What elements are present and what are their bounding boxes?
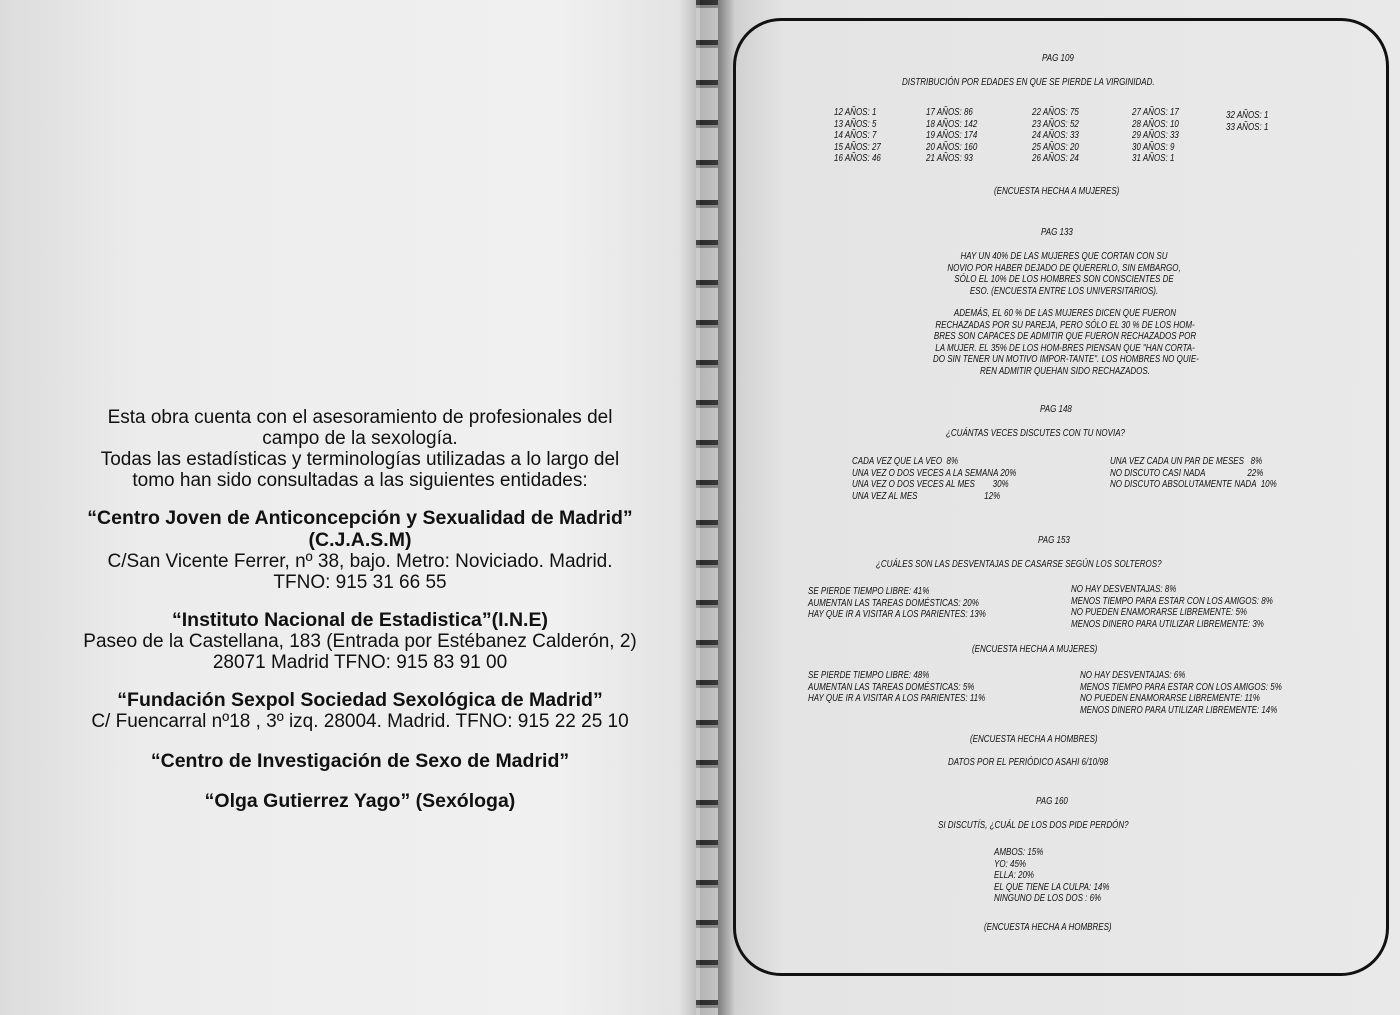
entity-name: (C.J.A.S.M) [308, 529, 412, 551]
paragraph-line: ESO. (ENCUESTA ENTRE LOS UNIVERSITARIOS). [969, 285, 1159, 297]
source-note: DATOS POR EL PERIÓDICO ASAHI 6/10/98 [948, 757, 1109, 768]
age-entry: 25 AÑOS: 20 [1032, 141, 1079, 153]
paragraph-line: NOVIO POR HABER DEJADO DE QUERERLO, SIN EMBARGO, [947, 262, 1181, 274]
intro-line: campo de la sexología. [262, 428, 458, 449]
survey-note: (ENCUESTA HECHA A HOMBRES) [970, 734, 1098, 745]
paragraph-line: SÓLO EL 10% DE LOS HOMBRES SON CONSCIENTES DE [954, 274, 1174, 285]
entity-name: “Olga Gutierrez Yago” (Sexóloga) [204, 790, 516, 812]
answer: SE PIERDE TIEMPO LIBRE: 41% [808, 586, 930, 597]
age-column [1132, 107, 1191, 165]
age-entry: 30 AÑOS: 9 [1132, 141, 1175, 153]
age-entry: 15 AÑOS: 27 [834, 141, 881, 153]
answer: NO HAY DESVENTAJAS: 6% [1080, 670, 1186, 681]
age-entry: 14 AÑOS: 7 [834, 130, 877, 141]
answer: EL QUE TIENE LA CULPA: 14% [994, 881, 1110, 893]
page-ref: PAG 148 [1040, 404, 1072, 415]
answer: NO PUEDEN ENAMORARSE LIBREMENTE: 11% [1080, 693, 1260, 704]
page-ref: PAG 109 [1042, 53, 1074, 64]
intro-line: Esta obra cuenta con el asesoramiento de profesionales del [107, 407, 613, 428]
age-entry: 32 AÑOS: 1 [1226, 110, 1269, 121]
answer: MENOS TIEMPO PARA ESTAR CON LOS AMIGOS: 5% [1080, 681, 1282, 693]
answer: MENOS TIEMPO PARA ESTAR CON LOS AMIGOS: 8% [1071, 595, 1273, 607]
paragraph-line: HAY UN 40% DE LAS MUJERES QUE CORTAN CON SU [960, 251, 1168, 262]
entity-address: 28071 Madrid TFNO: 915 83 91 00 [212, 652, 508, 673]
paragraph-line: DO SIN TENER UN MOTIVO IMPOR-TANTE". LOS HOMBRES NO QUIE- [933, 354, 1199, 365]
entity-name: “Centro Joven de Anticoncepción y Sexualidad de Madrid” [87, 507, 633, 529]
answer: NO PUEDEN ENAMORARSE LIBREMENTE: 5% [1071, 607, 1248, 618]
entity-address: Paseo de la Castellana, 183 (Entrada por Estébanez Calderón, 2) [83, 631, 637, 652]
age-entry: 18 AÑOS: 142 [926, 118, 978, 130]
answers-left [852, 456, 1057, 502]
age-entry: 31 AÑOS: 1 [1132, 153, 1175, 164]
age-entry: 13 AÑOS: 5 [834, 118, 877, 130]
age-entry: 26 AÑOS: 24 [1032, 153, 1079, 164]
paragraph [900, 308, 1230, 377]
section-title: SI DISCUTÍS, ¿CUÁL DE LOS DOS PIDE PERDÓN? [938, 820, 1129, 831]
answer: AMBOS: 15% [994, 847, 1044, 858]
paragraph [914, 251, 1214, 297]
age-entry: 12 AÑOS: 1 [834, 107, 877, 118]
answer: AUMENTAN LAS TAREAS DOMÉSTICAS: 20% [808, 597, 979, 609]
age-column [1032, 107, 1091, 165]
age-entry: 20 AÑOS: 160 [926, 141, 978, 153]
entity-address: C/ Fuencarral nº18 , 3º izq. 28004. Madrid. TFNO: 915 22 25 10 [91, 711, 629, 732]
page-ref: PAG 133 [1041, 227, 1073, 238]
answers [994, 847, 1138, 905]
answer: UNA VEZ CADA UN PAR DE MESES 8% [1110, 456, 1263, 467]
answer: MENOS DINERO PARA UTILIZAR LIBREMENTE: 3% [1071, 618, 1264, 630]
women-answers-left [808, 586, 1030, 621]
men-answers-right [1080, 670, 1332, 716]
age-entry: 28 AÑOS: 10 [1132, 118, 1179, 130]
paragraph-line: LA MUJER. EL 35% DE LOS HOM-BRES PIENSAN QUE "HAN CORTA- [935, 342, 1195, 354]
men-answers-left [808, 670, 1030, 705]
page-ref: PAG 153 [1038, 535, 1070, 546]
women-answers-right [1071, 584, 1323, 630]
age-entry: 21 AÑOS: 93 [926, 153, 973, 164]
age-entry: 16 AÑOS: 46 [834, 153, 881, 164]
entity-address: TFNO: 915 31 66 55 [273, 572, 447, 593]
age-entry: 27 AÑOS: 17 [1132, 107, 1179, 118]
age-entry: 17 AÑOS: 86 [926, 107, 973, 118]
answer: NINGUNO DE LOS DOS : 6% [994, 893, 1102, 904]
paragraph-line: RECHAZADAS POR SU PAREJA, PERO SÓLO EL 30 % DE LOS HOM- [935, 319, 1195, 331]
age-column [834, 107, 893, 165]
left-page-text [40, 407, 680, 812]
age-entry: 22 AÑOS: 75 [1032, 107, 1079, 118]
answer: MENOS DINERO PARA UTILIZAR LIBREMENTE: 14% [1080, 704, 1278, 716]
section-title: ¿CUÁLES SON LAS DESVENTAJAS DE CASARSE SEGÚN LOS SOLTEROS? [876, 559, 1162, 570]
answer: NO DISCUTO ABSOLUTAMENTE NADA 10% [1110, 479, 1277, 490]
answer: YO: 45% [994, 858, 1027, 870]
section-title: ¿CUÁNTAS VECES DISCUTES CON TU NOVIA? [946, 428, 1125, 439]
paragraph-line: ADEMÁS, EL 60 % DE LAS MUJERES DICEN QUE FUERON [953, 308, 1177, 319]
answer: NO HAY DESVENTAJAS: 8% [1071, 584, 1177, 595]
age-column [926, 107, 990, 165]
age-entry: 23 AÑOS: 52 [1032, 118, 1079, 130]
survey-note: (ENCUESTA HECHA A HOMBRES) [984, 922, 1112, 933]
spiral-binding [696, 0, 718, 1015]
paragraph-line: REN ADMITIR QUEHAN SIDO RECHAZADOS. [980, 365, 1150, 377]
answer: ELLA: 20% [994, 870, 1035, 881]
answer: CADA VEZ QUE LA VEO 8% [852, 456, 959, 467]
age-column [1226, 110, 1279, 133]
survey-note: (ENCUESTA HECHA A MUJERES) [972, 644, 1098, 655]
answer: UNA VEZ O DOS VECES A LA SEMANA 20% [852, 467, 1017, 479]
entity-address: C/San Vicente Ferrer, nº 38, bajo. Metro: Noviciado. Madrid. [107, 551, 613, 572]
answer: NO DISCUTO CASI NADA 22% [1110, 467, 1264, 479]
answer: UNA VEZ O DOS VECES AL MES 30% [852, 479, 1009, 490]
entity-name: “Instituto Nacional de Estadistica”(I.N.E) [172, 609, 548, 631]
entity-name: “Centro de Investigación de Sexo de Madrid” [150, 750, 570, 772]
age-entry: 19 AÑOS: 174 [926, 130, 978, 141]
answer: HAY QUE IR A VISITAR A LOS PARIENTES: 13% [808, 609, 986, 620]
answer: UNA VEZ AL MES 12% [852, 490, 1001, 502]
entity-name: “Fundación Sexpol Sociedad Sexológica de Madrid” [117, 689, 603, 711]
age-entry: 33 AÑOS: 1 [1226, 121, 1269, 133]
page-ref: PAG 160 [1036, 796, 1068, 807]
intro-line: tomo han sido consultadas a las siguientes entidades: [132, 470, 588, 491]
paragraph-line: BRES SON CAPACES DE ADMITIR QUE FUERON RECHAZADOS POR [933, 331, 1197, 342]
age-entry: 24 AÑOS: 33 [1032, 130, 1079, 141]
answer: SE PIERDE TIEMPO LIBRE: 48% [808, 670, 930, 681]
survey-note: (ENCUESTA HECHA A MUJERES) [994, 186, 1120, 197]
intro-line: Todas las estadísticas y terminologías utilizadas a lo largo del [100, 449, 620, 470]
section-title: DISTRIBUCIÓN POR EDADES EN QUE SE PIERDE LA VIRGINIDAD. [902, 77, 1155, 88]
answer: HAY QUE IR A VISITAR A LOS PARIENTES: 11% [808, 693, 986, 704]
age-entry: 29 AÑOS: 33 [1132, 130, 1179, 141]
answer: AUMENTAN LAS TAREAS DOMÉSTICAS: 5% [808, 681, 975, 693]
answers-right [1110, 456, 1318, 491]
